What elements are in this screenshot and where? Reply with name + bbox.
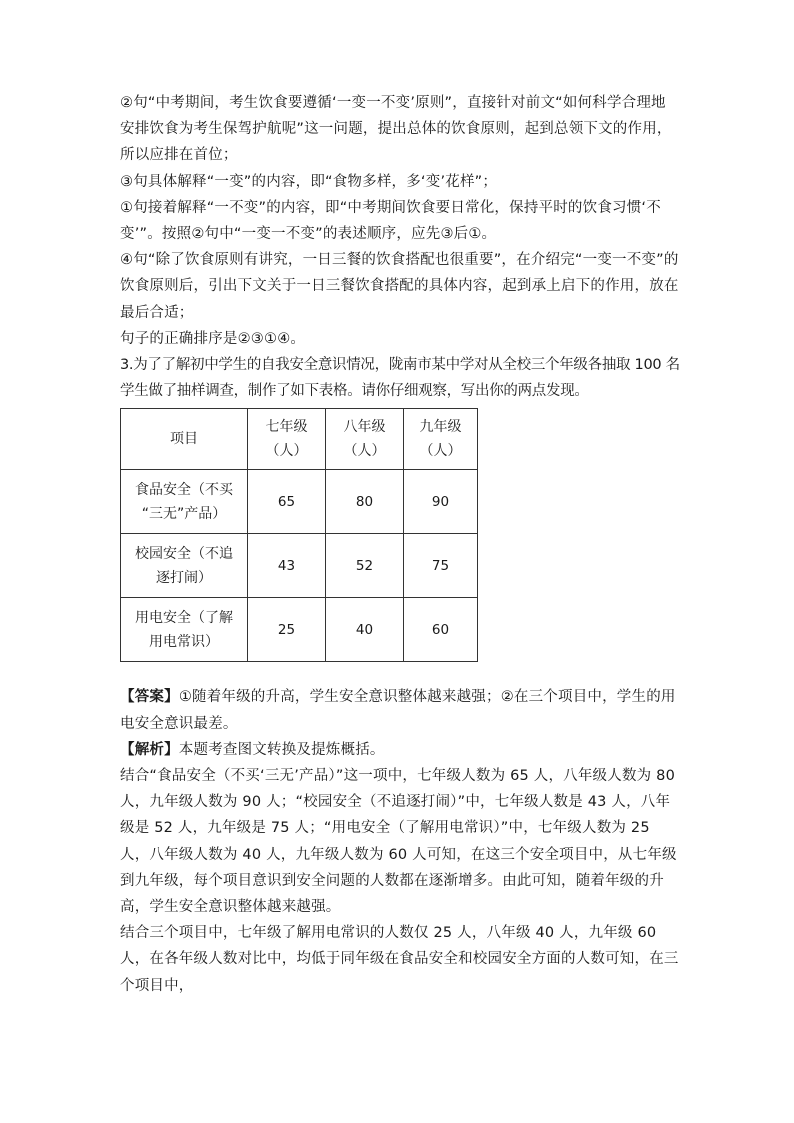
paragraph-sentence3-explanation: ③句具体解释“一变”的内容，即“食物多样，多‘变’花样”； bbox=[120, 173, 498, 190]
table-cell: 43 bbox=[248, 534, 326, 598]
answer-text: ①随着年级的升高，学生安全意识整体越来越强；②在三个项目中，学生的用电安全意识最差。 bbox=[120, 689, 676, 732]
table-cell: 25 bbox=[248, 598, 326, 662]
table-cell: 52 bbox=[326, 534, 404, 598]
row-label-campus-safety: 校园安全（不追 逐打闹） bbox=[121, 534, 248, 598]
document-content bbox=[120, 90, 680, 999]
analysis-label: 【解析】 bbox=[120, 741, 179, 758]
paragraph-sentence2-explanation: ②句“中考期间，考生饮食要遵循‘一变一不变’原则”，直接针对前文“如何科学合理地安排饮食为考生保驾护航呢”这一问题，提出总体的饮食原则，起到总领下文的作用，所以应排在首位； bbox=[120, 95, 672, 164]
paragraph-correct-order: 句子的正确排序是②③①④。 bbox=[120, 330, 306, 347]
paragraph-sentence4-explanation: ④句“除了饮食原则有讲究，一日三餐的饮食搭配也很重要”，在介绍完“一变一不变”的饮食原则后，引出下文关于一日三餐饮食搭配的具体内容，起到承上启下的作用，放在最后合适； bbox=[120, 252, 679, 321]
survey-table bbox=[120, 408, 478, 662]
analysis-detail-1: 结合“食品安全（不买‘三无’产品）”这一项中，七年级人数为 65 人，八年级人数为 80 人，九年级人数为 90 人；“校园安全（不追逐打闹）”中，七年级人数是 43 人，八年级是 52 人，九年级是 75 人；“用电安全（了解用电常识）”中，七年级人数为 25 人，八年级人数为 40 人，九年级人数为 60 人可知，在这三个安全项目中，从七年级到九年级，每个项目意识到安全问题的人数都在逐渐增多。由此可知，随着年级的升高，学生安全意识整体越来越强。 bbox=[120, 768, 677, 916]
row-label-electric-safety: 用电安全（了解 用电常识） bbox=[121, 598, 248, 662]
table-cell: 80 bbox=[326, 470, 404, 534]
header-item: 项目 bbox=[121, 409, 248, 470]
analysis-detail-2: 结合三个项目中，七年级了解用电常识的人数仅 25 人，八年级 40 人，九年级 60 人，在各年级人数对比中，均低于同年级在食品安全和校园安全方面的人数可知，在三个项目中， bbox=[120, 925, 679, 994]
table-row bbox=[121, 534, 478, 598]
table-cell: 90 bbox=[404, 470, 478, 534]
table-header-row bbox=[121, 409, 478, 470]
paragraph-sentence1-explanation: ①句接着解释“一不变”的内容，即“中考期间饮食要日常化，保持平时的饮食习惯‘不变’”。按照②句中“一变一不变”的表述顺序，应先③后①。 bbox=[120, 199, 661, 243]
header-grade-8: 八年级 （人） bbox=[326, 409, 404, 470]
header-grade-9: 九年级 （人） bbox=[404, 409, 478, 470]
answer-paragraph bbox=[120, 684, 680, 736]
row-label-food-safety: 食品安全（不买 “三无”产品） bbox=[121, 470, 248, 534]
table-row bbox=[121, 598, 478, 662]
table-cell: 75 bbox=[404, 534, 478, 598]
table-cell: 65 bbox=[248, 470, 326, 534]
answer-label: 【答案】 bbox=[120, 689, 179, 706]
header-grade-7: 七年级 （人） bbox=[248, 409, 326, 470]
table-cell: 60 bbox=[404, 598, 478, 662]
analysis-text: 本题考查图文转换及提炼概括。 bbox=[178, 741, 385, 758]
table-cell: 40 bbox=[326, 598, 404, 662]
analysis-paragraph bbox=[120, 737, 680, 763]
question-3-prompt: 3.为了了解初中学生的自我安全意识情况，陇南市某中学对从全校三个年级各抽取 100 名学生做了抽样调查，制作了如下表格。请你仔细观察，写出你的两点发现。 bbox=[120, 357, 680, 400]
table-row bbox=[121, 470, 478, 534]
